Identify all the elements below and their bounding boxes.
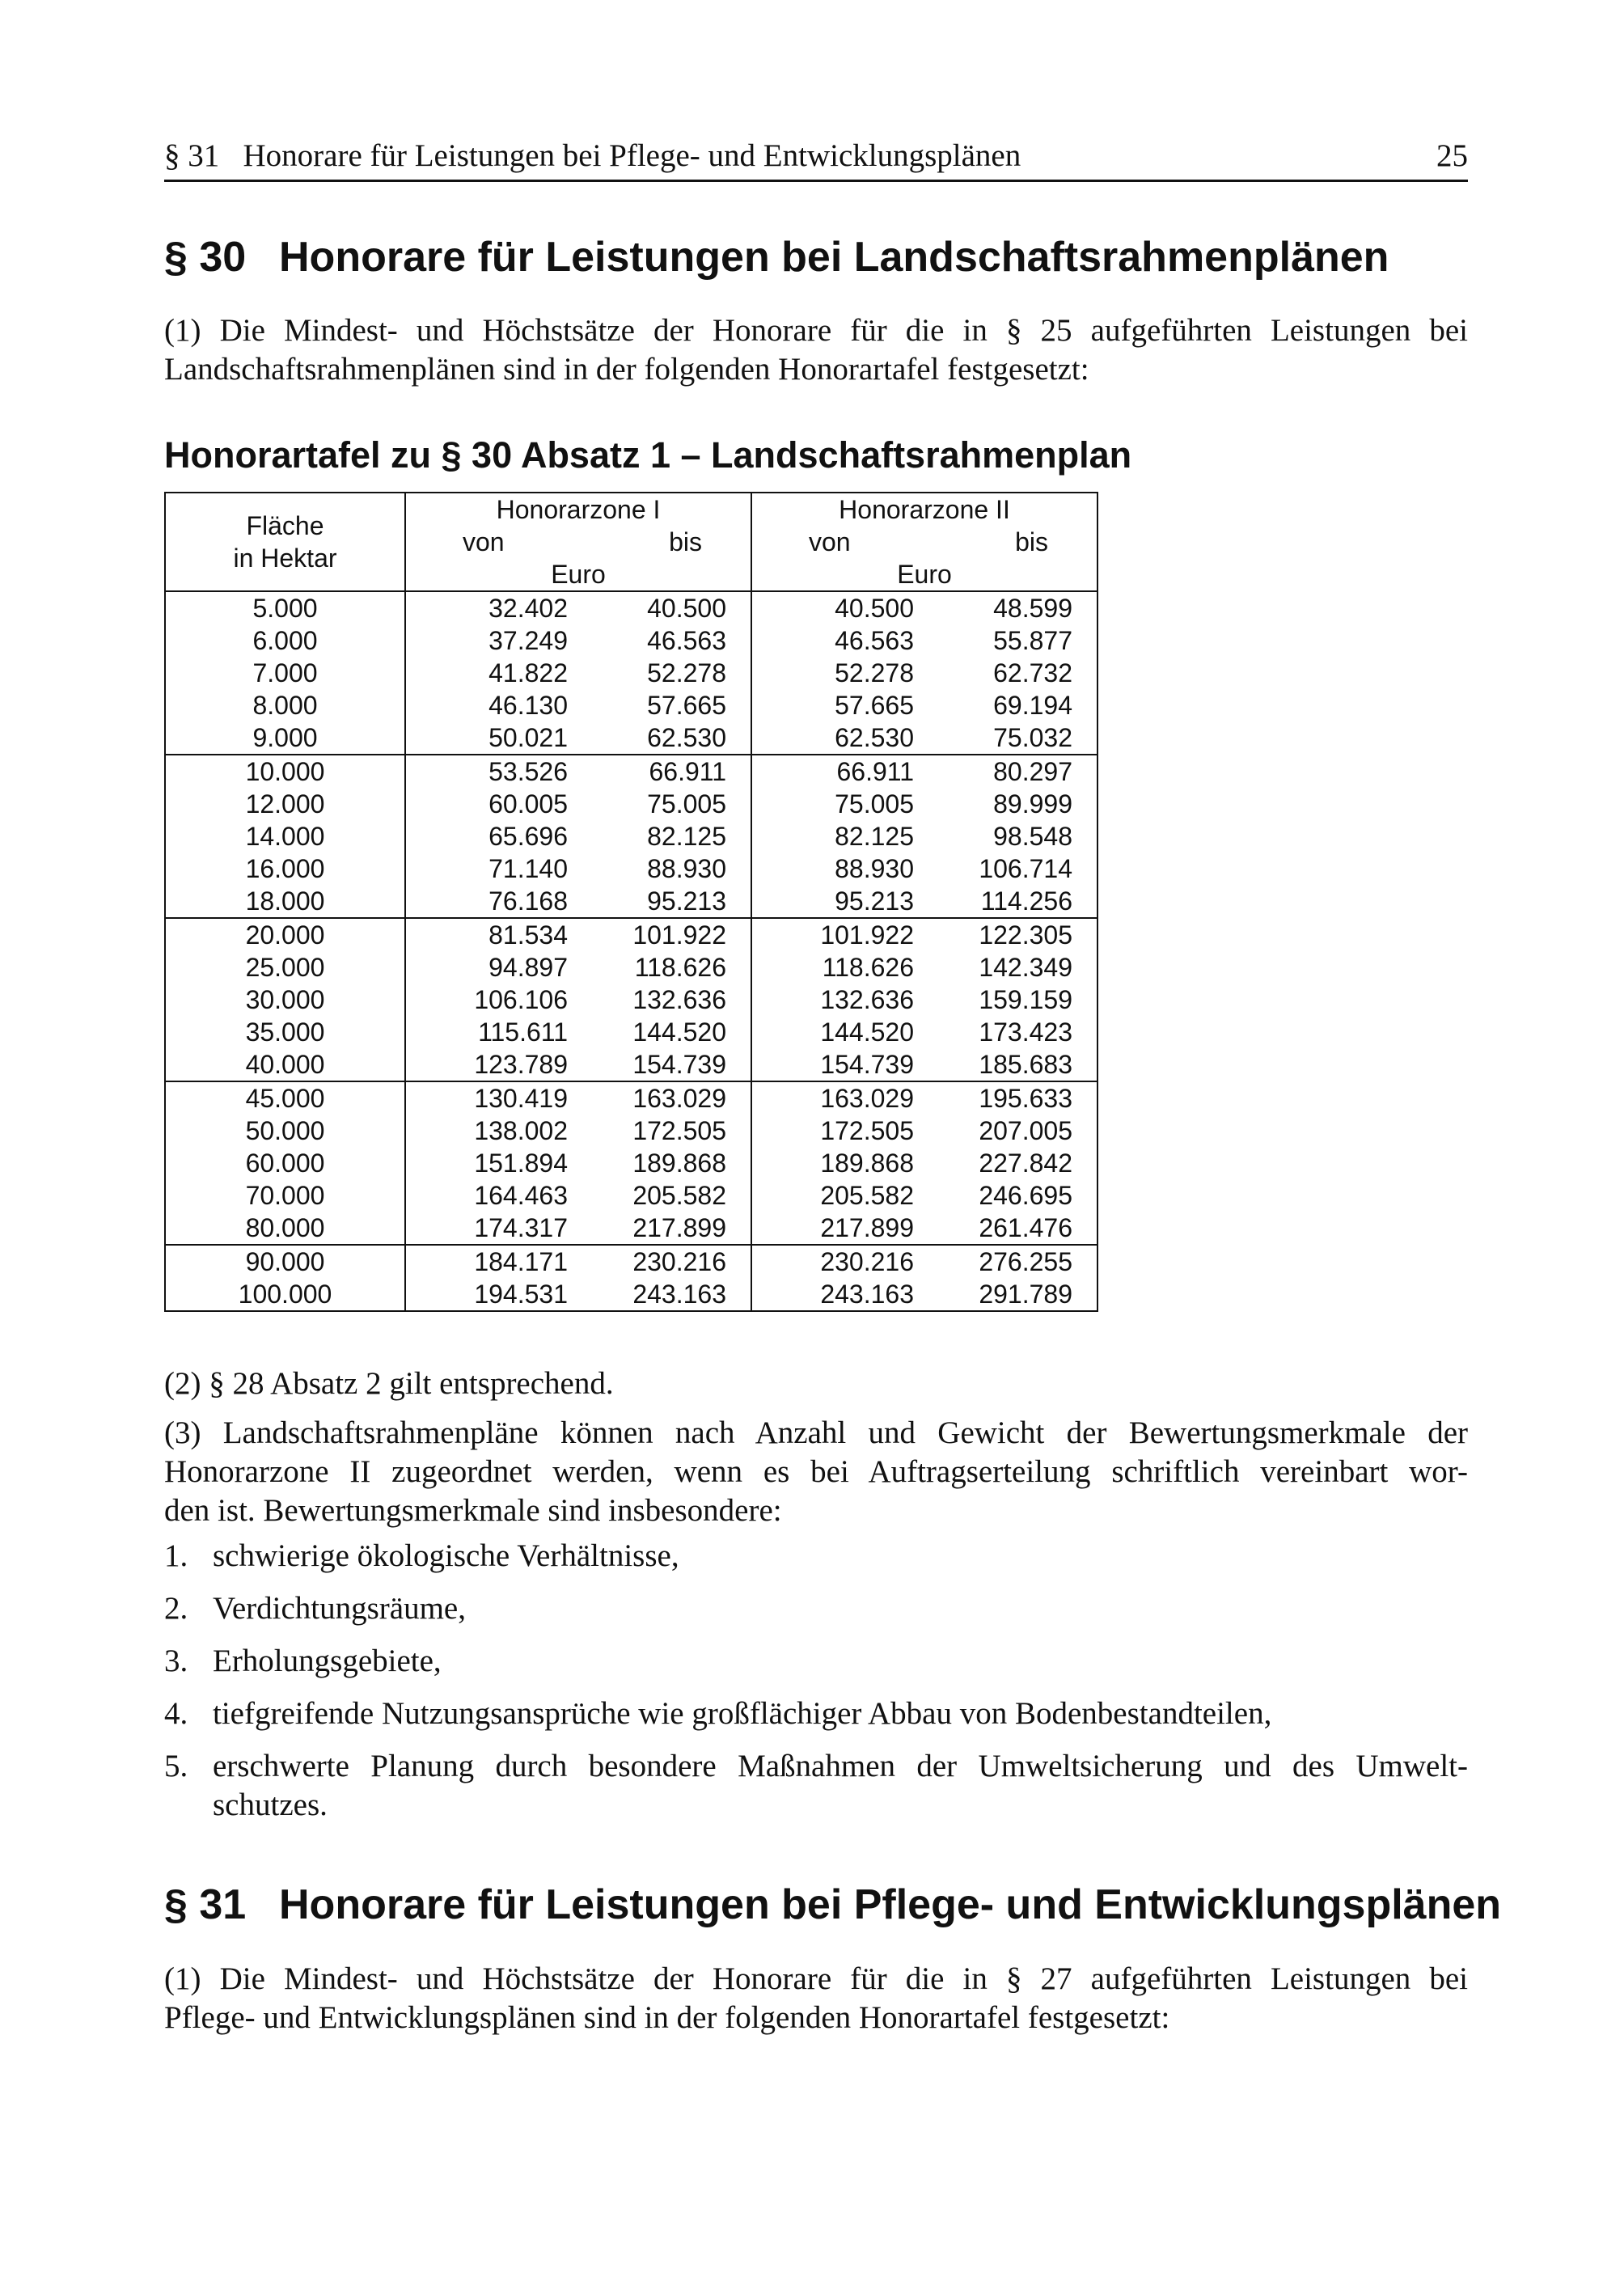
cell-zone2-from: 66.911 (751, 755, 930, 788)
header-bis: bis (669, 527, 702, 556)
page-number: 25 (1436, 138, 1468, 173)
cell-area: 80.000 (165, 1212, 405, 1245)
cell-zone2-from: 243.163 (751, 1278, 930, 1311)
table-row (165, 1245, 1097, 1278)
cell-zone2-to: 114.256 (930, 885, 1097, 918)
table-row (165, 591, 1097, 624)
cell-zone1-from: 81.534 (405, 918, 584, 951)
header-von: von (463, 527, 505, 556)
cell-zone1-from: 194.531 (405, 1278, 584, 1311)
cell-zone1-to: 230.216 (584, 1245, 751, 1278)
running-header (164, 136, 1468, 182)
cell-zone1-from: 138.002 (474, 1116, 568, 1145)
cell-zone1-from: 32.402 (405, 591, 584, 624)
cell-zone2-to: 173.423 (930, 1016, 1097, 1048)
cell-zone2-from: 52.278 (835, 658, 914, 687)
cell-zone1-to: 118.626 (584, 951, 751, 984)
running-header-title: § 31 Honorare für Leistungen bei Pflege- und Entwicklungsplänen (164, 138, 1021, 173)
cell-zone1-from: 123.789 (474, 1050, 568, 1079)
table-row (165, 788, 1097, 820)
paragraph-line: den ist. Bewertungsmerkmale sind insbesondere: (164, 1493, 782, 1528)
cell-area: 25.000 (165, 951, 405, 984)
cell-zone2-to: 185.683 (930, 1048, 1097, 1081)
cell-zone1-from: 130.419 (405, 1081, 584, 1115)
list-item-text: tiefgreifende Nutzungsansprüche wie großflächiger Abbau von Bodenbestandteilen, (213, 1696, 1272, 1731)
cell-zone1-from: 46.130 (488, 691, 568, 720)
section-30-title: Honorare für Leistungen bei Landschaftsrahmenplänen (279, 234, 1389, 281)
header-zone-2-range (751, 526, 1097, 558)
table-row (165, 984, 1097, 1016)
cell-zone1-from: 184.171 (405, 1245, 584, 1278)
cell-zone2-to: 122.305 (930, 918, 1097, 951)
section-31-heading (164, 1881, 1501, 1929)
paragraph-line: (2) § 28 Absatz 2 gilt entsprechend. (164, 1366, 614, 1401)
header-area-line2: in Hektar (233, 544, 337, 573)
header-von: von (809, 527, 851, 556)
cell-area: 18.000 (165, 885, 405, 918)
cell-area: 60.000 (165, 1147, 405, 1179)
table-row (165, 1115, 1097, 1147)
table-row (165, 624, 1097, 657)
cell-zone1-to: 172.505 (584, 1115, 751, 1147)
table-row (165, 1081, 1097, 1115)
fee-table-body (165, 591, 1097, 1311)
cell-zone1-to: 88.930 (584, 852, 751, 885)
list-item-text-continued: schutzes. (213, 1787, 328, 1822)
table-header-row (165, 493, 1097, 526)
cell-zone2-to: 207.005 (930, 1115, 1097, 1147)
cell-zone1-to: 57.665 (584, 689, 751, 721)
cell-zone2-to: 89.999 (930, 788, 1097, 820)
cell-zone2-from: 144.520 (820, 1017, 914, 1047)
cell-zone2-from: 75.005 (835, 789, 914, 819)
cell-zone2-from: 82.125 (835, 822, 914, 851)
table-row (165, 755, 1097, 788)
list-item-text: schwierige ökologische Verhältnisse, (213, 1538, 679, 1573)
cell-zone1-from: 76.168 (488, 886, 568, 916)
table-row (165, 721, 1097, 755)
cell-area: 90.000 (165, 1245, 405, 1278)
cell-zone2-from: 101.922 (751, 918, 930, 951)
section-31-number: § 31 (164, 1881, 247, 1928)
cell-zone1-from: 151.894 (474, 1149, 568, 1178)
cell-zone1-from: 115.611 (478, 1017, 568, 1047)
cell-zone1-from: 37.249 (488, 626, 568, 655)
paragraph-line: Landschaftsrahmenplänen sind in der folgenden Honorartafel festgesetzt: (164, 352, 1089, 387)
cell-zone2-from: 40.500 (751, 591, 930, 624)
cell-zone1-to: 205.582 (584, 1179, 751, 1212)
table-row (165, 1016, 1097, 1048)
cell-zone1-from: 65.696 (488, 822, 568, 851)
section-30-heading (164, 233, 1389, 281)
cell-zone2-to: 261.476 (930, 1212, 1097, 1245)
table-row (165, 1147, 1097, 1179)
cell-zone2-from: 57.665 (835, 691, 914, 720)
header-area-line1: Fläche (246, 511, 324, 540)
cell-zone1-to: 154.739 (584, 1048, 751, 1081)
cell-area: 100.000 (165, 1278, 405, 1311)
cell-area: 70.000 (165, 1179, 405, 1212)
cell-zone2-to: 69.194 (930, 689, 1097, 721)
cell-zone1-to: 62.530 (584, 721, 751, 755)
cell-zone1-from: 71.140 (488, 854, 568, 883)
cell-zone2-to: 75.032 (930, 721, 1097, 755)
table-title: Honorartafel zu § 30 Absatz 1 – Landschaftsrahmenplan (164, 434, 1132, 476)
section-30-paragraph-2 (164, 1364, 1468, 1403)
cell-zone1-to: 101.922 (584, 918, 751, 951)
cell-zone1-to: 66.911 (584, 755, 751, 788)
cell-zone1-to: 75.005 (584, 788, 751, 820)
cell-area: 20.000 (165, 918, 405, 951)
cell-zone1-to: 163.029 (584, 1081, 751, 1115)
list-item-number: 5. (164, 1749, 188, 1783)
cell-zone2-from: 172.505 (820, 1116, 914, 1145)
cell-zone2-to: 80.297 (930, 755, 1097, 788)
section-30-paragraph-1 (164, 311, 1468, 389)
list-item-number: 1. (164, 1538, 188, 1573)
cell-area: 7.000 (165, 657, 405, 689)
cell-zone2-from: 217.899 (820, 1213, 914, 1242)
list-item-number: 3. (164, 1644, 188, 1678)
list-item-text: Verdichtungsräume, (213, 1591, 466, 1626)
cell-zone2-to: 62.732 (930, 657, 1097, 689)
cell-area: 5.000 (165, 591, 405, 624)
header-bis: bis (1015, 527, 1048, 556)
cell-area: 12.000 (165, 788, 405, 820)
cell-zone2-to: 55.877 (930, 624, 1097, 657)
section-31-paragraph-1 (164, 1960, 1468, 2037)
cell-area: 40.000 (165, 1048, 405, 1081)
paragraph-line: Honorarzone II zugeordnet werden, wenn es bei Auftragserteilung schriftlich vereinbart wor- (164, 1454, 1468, 1489)
cell-zone2-from: 95.213 (835, 886, 914, 916)
cell-zone2-to: 291.789 (930, 1278, 1097, 1311)
header-zone-1: Honorarzone I (405, 493, 751, 526)
cell-zone2-to: 195.633 (930, 1081, 1097, 1115)
cell-zone2-from: 205.582 (820, 1181, 914, 1210)
cell-zone2-to: 106.714 (930, 852, 1097, 885)
cell-area: 45.000 (165, 1081, 405, 1115)
cell-zone2-to: 227.842 (930, 1147, 1097, 1179)
cell-zone2-from: 62.530 (835, 723, 914, 752)
paragraph-line: (1) Die Mindest- und Höchstsätze der Honorare für die in § 25 aufgeführten Leistungen bei (164, 313, 1468, 348)
cell-zone1-to: 243.163 (584, 1278, 751, 1311)
cell-zone1-from: 50.021 (488, 723, 568, 752)
cell-zone1-from: 106.106 (474, 985, 568, 1014)
table-row (165, 1212, 1097, 1245)
cell-zone2-from: 88.930 (835, 854, 914, 883)
table-row (165, 885, 1097, 918)
cell-zone1-to: 82.125 (584, 820, 751, 852)
cell-zone2-from: 189.868 (820, 1149, 914, 1178)
cell-area: 14.000 (165, 820, 405, 852)
paragraph-line: (3) Landschaftsrahmenpläne können nach Anzahl und Gewicht der Bewertungsmerkmale der (164, 1415, 1468, 1450)
table-row (165, 1278, 1097, 1311)
section-31-title: Honorare für Leistungen bei Pflege- und Entwicklungsplänen (279, 1881, 1502, 1928)
table-row (165, 918, 1097, 951)
cell-zone2-to: 48.599 (930, 591, 1097, 624)
cell-area: 35.000 (165, 1016, 405, 1048)
cell-zone2-to: 246.695 (930, 1179, 1097, 1212)
cell-area: 8.000 (165, 689, 405, 721)
fee-table (164, 492, 1098, 1312)
table-row (165, 657, 1097, 689)
cell-zone2-from: 132.636 (820, 985, 914, 1014)
paragraph-line: Pflege- und Entwicklungsplänen sind in der folgenden Honorartafel festgesetzt: (164, 2000, 1170, 2035)
cell-zone2-from: 163.029 (751, 1081, 930, 1115)
cell-zone1-to: 132.636 (584, 984, 751, 1016)
cell-zone1-from: 94.897 (488, 953, 568, 982)
table-row (165, 852, 1097, 885)
header-zone-1-range (405, 526, 751, 558)
list-item-number: 4. (164, 1696, 188, 1731)
cell-area: 10.000 (165, 755, 405, 788)
section-30-paragraph-3 (164, 1414, 1468, 1530)
header-zone-2-unit: Euro (751, 558, 1097, 591)
header-area (165, 493, 405, 591)
cell-area: 16.000 (165, 852, 405, 885)
cell-zone2-from: 118.626 (822, 953, 914, 982)
cell-zone1-to: 46.563 (584, 624, 751, 657)
cell-zone1-from: 41.822 (488, 658, 568, 687)
paragraph-line: (1) Die Mindest- und Höchstsätze der Honorare für die in § 27 aufgeführten Leistungen bei (164, 1961, 1468, 1996)
section-30-number: § 30 (164, 234, 247, 281)
cell-zone2-to: 98.548 (930, 820, 1097, 852)
cell-area: 30.000 (165, 984, 405, 1016)
cell-zone1-to: 189.868 (584, 1147, 751, 1179)
cell-zone2-from: 46.563 (835, 626, 914, 655)
cell-zone1-to: 144.520 (584, 1016, 751, 1048)
cell-zone1-to: 40.500 (584, 591, 751, 624)
table-row (165, 689, 1097, 721)
cell-zone2-from: 230.216 (751, 1245, 930, 1278)
list-item-text: erschwerte Planung durch besondere Maßnahmen der Umweltsicherung und des Umwelt- (213, 1749, 1468, 1783)
cell-zone1-to: 217.899 (584, 1212, 751, 1245)
list-item-text: Erholungsgebiete, (213, 1644, 442, 1678)
cell-zone2-to: 142.349 (930, 951, 1097, 984)
cell-zone2-to: 159.159 (930, 984, 1097, 1016)
cell-zone2-to: 276.255 (930, 1245, 1097, 1278)
cell-zone1-to: 52.278 (584, 657, 751, 689)
table-row (165, 1179, 1097, 1212)
cell-zone1-to: 95.213 (584, 885, 751, 918)
header-zone-1-unit: Euro (405, 558, 751, 591)
cell-zone2-from: 154.739 (820, 1050, 914, 1079)
table-row (165, 820, 1097, 852)
header-zone-2: Honorarzone II (751, 493, 1097, 526)
cell-zone1-from: 53.526 (405, 755, 584, 788)
list-item-number: 2. (164, 1591, 188, 1626)
table-row (165, 1048, 1097, 1081)
cell-zone1-from: 164.463 (474, 1181, 568, 1210)
table-row (165, 951, 1097, 984)
cell-area: 50.000 (165, 1115, 405, 1147)
cell-area: 6.000 (165, 624, 405, 657)
cell-zone1-from: 174.317 (474, 1213, 568, 1242)
cell-zone1-from: 60.005 (488, 789, 568, 819)
cell-area: 9.000 (165, 721, 405, 755)
